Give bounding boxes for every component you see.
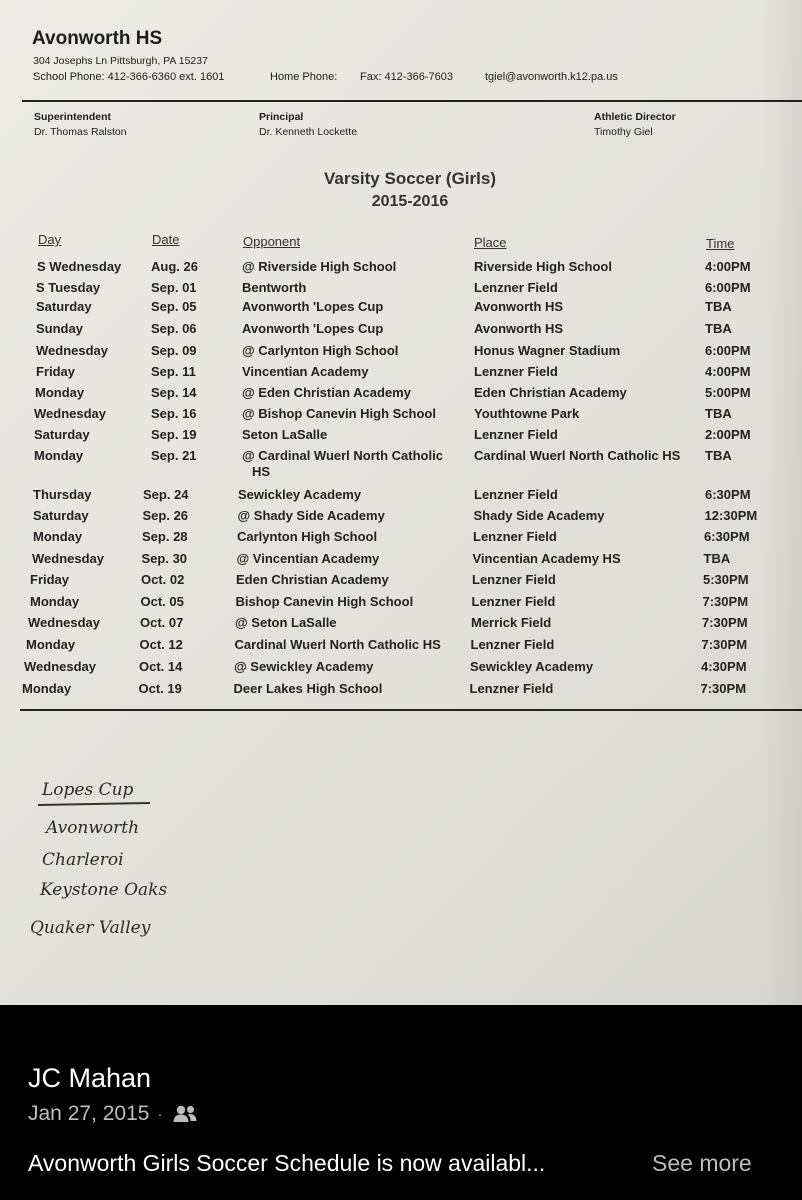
cell-place: Shady Side Academy [473, 508, 605, 523]
cell-date: Oct. 19 [138, 681, 182, 696]
post-meta [28, 1102, 198, 1126]
cell-date: Oct. 07 [140, 615, 184, 630]
cell-opponent: Deer Lakes High School [233, 681, 383, 696]
cell-day: Monday [30, 594, 80, 609]
cell-day: Sunday [36, 321, 83, 336]
cell-day: Monday [26, 637, 76, 652]
cell-place: Cardinal Wuerl North Catholic HS [474, 448, 681, 463]
post-date[interactable]: Jan 27, 2015 [28, 1102, 150, 1125]
cell-time: 6:30PM [705, 487, 751, 502]
cell-time: TBA [705, 321, 732, 336]
cell-time: 12:30PM [704, 508, 758, 523]
cell-opponent: Sewickley Academy [238, 487, 362, 502]
cell-date: Sep. 21 [151, 448, 197, 463]
cell-date: Oct. 14 [139, 659, 183, 674]
staff-name: Dr. Thomas Ralston [34, 126, 127, 138]
friends-icon [172, 1104, 198, 1124]
cell-opponent: Bishop Canevin High School [235, 594, 414, 609]
cell-time: 4:00PM [705, 259, 751, 274]
cell-day: Monday [22, 681, 72, 696]
cell-place: Lenzner Field [472, 572, 556, 587]
cell-date: Sep. 24 [143, 487, 189, 502]
cell-day: S Tuesday [36, 280, 101, 295]
staff-athletic-director [594, 110, 676, 140]
staff-principal [259, 110, 357, 140]
handwritten-team: Quaker Valley [30, 918, 151, 938]
cell-opponent: @ Sewickley Academy [234, 659, 374, 674]
cell-opponent-continued: HS [252, 464, 271, 479]
cell-opponent: @ Cardinal Wuerl North Catholic [242, 448, 443, 463]
cell-day: Wednesday [24, 659, 97, 674]
staff-superintendent [34, 110, 127, 140]
email-address: tgiel@avonworth.k12.pa.us [485, 71, 618, 83]
school-address: 304 Josephs Ln Pittsburgh, PA 15237 [33, 55, 208, 67]
cell-opponent: Carlynton High School [237, 529, 378, 544]
header-divider [22, 100, 802, 102]
cell-date: Sep. 01 [151, 280, 197, 295]
cell-date: Sep. 05 [151, 299, 197, 314]
cell-place: Lenzner Field [474, 280, 558, 295]
cell-opponent: @ Carlynton High School [242, 343, 399, 358]
cell-place: Eden Christian Academy [474, 385, 627, 400]
cell-opponent: Eden Christian Academy [236, 572, 389, 587]
cell-time: 7:30PM [700, 681, 747, 696]
cell-time: 4:30PM [701, 659, 747, 674]
cell-day: Thursday [33, 487, 92, 502]
cell-day: Saturday [34, 427, 90, 442]
post-author[interactable]: JC Mahan [28, 1063, 152, 1093]
cell-day: Friday [36, 364, 76, 379]
home-phone: Home Phone: [270, 71, 338, 83]
column-header-time: Time [706, 236, 735, 251]
cell-time: TBA [705, 448, 732, 463]
cell-date: Sep. 09 [151, 343, 197, 358]
cell-date: Sep. 06 [151, 321, 197, 336]
staff-name: Timothy Giel [594, 126, 653, 138]
staff-role: Athletic Director [594, 111, 676, 123]
staff-name: Dr. Kenneth Lockette [259, 126, 358, 138]
cell-day: Monday [33, 529, 83, 544]
cell-opponent: @ Shady Side Academy [237, 508, 385, 523]
cell-day: Wednesday [36, 343, 109, 358]
cell-place: Avonworth HS [474, 321, 564, 336]
handwritten-heading: Lopes Cup [42, 780, 134, 800]
cell-day: Saturday [33, 508, 89, 523]
staff-role: Principal [259, 111, 304, 123]
cell-day: Wednesday [28, 615, 101, 630]
cell-place: Merrick Field [471, 615, 552, 630]
schedule-title: Varsity Soccer (Girls) [324, 169, 496, 188]
cell-place: Lenzner Field [474, 364, 558, 379]
meta-separator: · [157, 1105, 163, 1123]
cell-time: 5:30PM [703, 572, 749, 587]
cell-date: Sep. 19 [151, 427, 197, 442]
cell-day: Wednesday [32, 551, 105, 566]
cell-opponent: Vincentian Academy [242, 364, 369, 379]
column-header-opponent: Opponent [243, 234, 301, 249]
cell-date: Sep. 16 [151, 406, 197, 421]
post-text: Avonworth Girls Soccer Schedule is now availabl... [28, 1150, 546, 1176]
cell-place: Youthtowne Park [474, 406, 580, 421]
cell-opponent: Seton LaSalle [242, 427, 328, 442]
cell-place: Lenzner Field [469, 681, 554, 696]
cell-place: Riverside High School [474, 259, 612, 274]
cell-day: S Wednesday [37, 259, 122, 274]
cell-date: Sep. 28 [142, 529, 188, 544]
cell-day: Friday [30, 572, 70, 587]
cell-day: Monday [35, 385, 85, 400]
cell-opponent: Cardinal Wuerl North Catholic HS [234, 637, 441, 652]
cell-place: Avonworth HS [474, 299, 564, 314]
cell-time: TBA [703, 551, 731, 566]
cell-place: Vincentian Academy HS [472, 551, 621, 566]
cell-place: Sewickley Academy [470, 659, 594, 674]
cell-day: Monday [34, 448, 84, 463]
paper-shadow [762, 0, 802, 1005]
handwritten-underline [38, 802, 150, 806]
see-more-link[interactable]: See more [652, 1150, 752, 1176]
fax-number: Fax: 412-366-7603 [360, 71, 453, 83]
cell-time: 2:00PM [705, 427, 751, 442]
cell-place: Lenzner Field [470, 637, 555, 652]
cell-time: 7:30PM [702, 615, 748, 630]
cell-time: 4:00PM [705, 364, 751, 379]
staff-role: Superintendent [34, 111, 112, 123]
cell-date: Oct. 05 [140, 594, 184, 609]
column-header-place: Place [474, 235, 507, 250]
handwritten-team: Avonworth [46, 818, 140, 838]
cell-date: Aug. 26 [151, 259, 198, 274]
schedule-season: 2015-2016 [371, 193, 449, 210]
column-header-date: Date [152, 232, 180, 247]
cell-opponent: @ Riverside High School [242, 259, 397, 274]
cell-date: Sep. 30 [141, 551, 188, 566]
table-bottom-divider [20, 709, 802, 711]
cell-opponent: @ Seton LaSalle [235, 615, 337, 630]
handwritten-team: Keystone Oaks [40, 880, 168, 900]
school-name: Avonworth HS [32, 28, 163, 49]
cell-day: Wednesday [34, 406, 107, 421]
cell-time: 5:00PM [705, 385, 751, 400]
cell-opponent: @ Bishop Canevin High School [242, 406, 436, 421]
cell-date: Sep. 14 [151, 385, 197, 400]
column-header-day: Day [38, 232, 62, 247]
cell-time: 6:30PM [704, 529, 750, 544]
cell-date: Sep. 11 [151, 364, 196, 379]
cell-place: Lenzner Field [473, 529, 557, 544]
cell-place: Lenzner Field [474, 427, 558, 442]
cell-time: 6:00PM [705, 343, 751, 358]
cell-date: Oct. 12 [139, 637, 183, 652]
school-phone: School Phone: 412-366-6360 ext. 1601 [33, 71, 225, 83]
cell-time: 7:30PM [701, 637, 748, 652]
cell-place: Lenzner Field [471, 594, 556, 609]
cell-place: Lenzner Field [474, 487, 558, 502]
cell-time: 7:30PM [702, 594, 749, 609]
cell-time: 6:00PM [705, 280, 751, 295]
cell-opponent: Avonworth 'Lopes Cup [242, 299, 384, 314]
cell-time: TBA [705, 299, 732, 314]
cell-date: Sep. 26 [142, 508, 189, 523]
cell-time: TBA [705, 406, 732, 421]
cell-opponent: @ Vincentian Academy [236, 551, 380, 566]
cell-place: Honus Wagner Stadium [474, 343, 621, 358]
cell-date: Oct. 02 [141, 572, 185, 587]
cell-opponent: Bentworth [242, 280, 307, 295]
cell-opponent: Avonworth 'Lopes Cup [242, 321, 384, 336]
handwritten-team: Charleroi [42, 850, 124, 870]
cell-day: Saturday [36, 299, 92, 314]
cell-opponent: @ Eden Christian Academy [242, 385, 411, 400]
